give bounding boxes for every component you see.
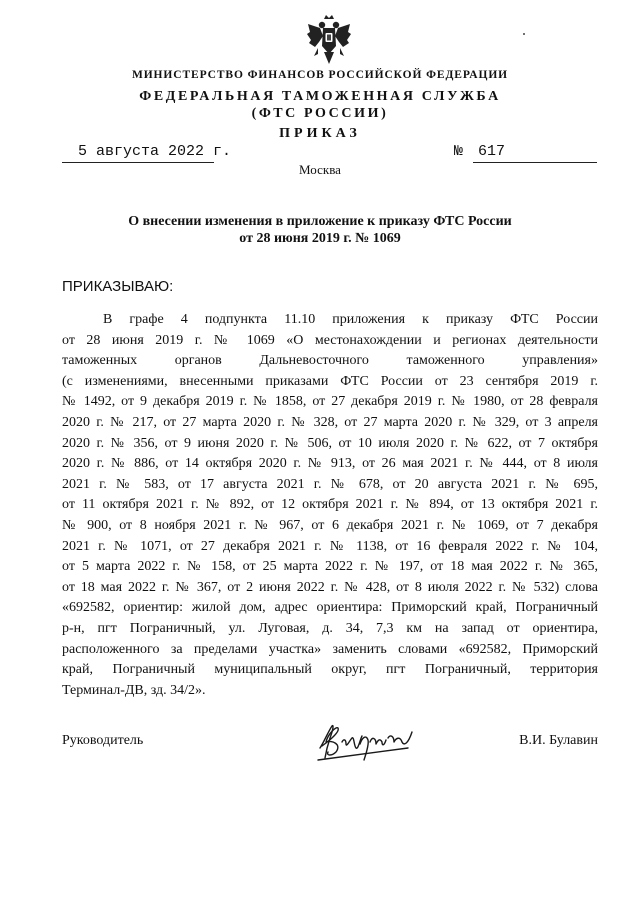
title-line: О внесении изменения в приложение к приказу ФТС России: [128, 214, 512, 229]
body-line: от 18 мая 2022 г. № 367, от 2 июня 2022 г. № 428, от 8 июля 2022 г. № 532) слова: [62, 579, 598, 595]
signatory-name: В.И. Булавин: [519, 733, 598, 748]
body-line: край, Пограничный муниципальный округ, пгт Пограничный, территория: [62, 662, 598, 678]
body-line: «692582, ориентир: жилой дом, адрес ориентира: Приморский край, Пограничный: [62, 600, 598, 616]
order-number: 617: [478, 143, 506, 160]
number-sign: №: [454, 143, 464, 160]
body-line: Терминал-ДВ, зд. 34/2».: [62, 682, 206, 698]
body-line: от 28 июня 2019 г. № 1069 «О местонахождении и регионах деятельности: [62, 332, 598, 348]
order-body: [62, 310, 598, 701]
body-line: 2020 г. № 356, от 9 июня 2020 г. № 506, от 10 июля 2020 г. № 622, от 7 октября: [62, 435, 598, 451]
handwritten-signature-icon: [316, 718, 420, 764]
body-line: р-н, пгт Пограничный, ул. Луговая, д. 34, 7,3 км на запад от ориентира,: [62, 620, 598, 636]
body-line: 2020 г. № 217, от 27 марта 2020 г. № 328, от 27 марта 2020 г. № 329, от 3 апреля: [62, 414, 598, 430]
document-type: ПРИКАЗ: [279, 126, 361, 141]
service-name: ФЕДЕРАЛЬНАЯ ТАМОЖЕННАЯ СЛУЖБА: [139, 89, 501, 104]
body-line: таможенных органов Дальневосточного таможенного управления»: [62, 353, 598, 369]
city: Москва: [299, 162, 341, 177]
body-line: № 1492, от 9 декабря 2019 г. № 1858, от 27 декабря 2019 г. № 1980, от 28 февраля: [62, 394, 598, 410]
service-short-name: (ФТС РОССИИ): [251, 106, 389, 121]
body-line: расположенного за пределами участка» заменить словами «692582, Приморский: [62, 641, 598, 657]
body-line: 2020 г. № 886, от 14 октября 2020 г. № 913, от 26 мая 2021 г. № 444, от 8 июля: [62, 456, 598, 472]
title-line: от 28 июня 2019 г. № 1069: [239, 231, 401, 246]
coat-of-arms-icon: [306, 14, 352, 68]
signatory-role: Руководитель: [62, 733, 144, 748]
decree-word: ПРИКАЗЫВАЮ:: [62, 278, 174, 295]
body-line: от 5 марта 2022 г. № 158, от 25 марта 2022 г. № 197, от 18 мая 2022 г. № 365,: [62, 559, 598, 575]
ministry-name: МИНИСТЕРСТВО ФИНАНСОВ РОССИЙСКОЙ ФЕДЕРАЦИИ: [131, 69, 509, 81]
scan-speck: [523, 33, 525, 35]
body-line: В графе 4 подпункта 11.10 приложения к приказу ФТС России: [103, 312, 598, 327]
body-line: 2021 г. № 1071, от 27 декабря 2021 г. № 1138, от 16 февраля 2022 г. № 104,: [62, 538, 598, 554]
order-date: 5 августа 2022 г.: [78, 143, 232, 160]
body-line: (с изменениями, внесенными приказами ФТС России от 23 сентября 2019 г.: [62, 373, 598, 389]
body-line: 2021 г. № 583, от 17 августа 2021 г. № 678, от 20 августа 2021 г. № 695,: [62, 476, 598, 492]
order-title: [0, 213, 640, 247]
body-line: от 11 октября 2021 г. № 892, от 12 октября 2021 г. № 894, от 13 октября 2021 г.: [62, 497, 598, 513]
body-line: № 900, от 8 ноября 2021 г. № 967, от 6 декабря 2021 г. № 1069, от 7 декабря: [62, 517, 598, 533]
